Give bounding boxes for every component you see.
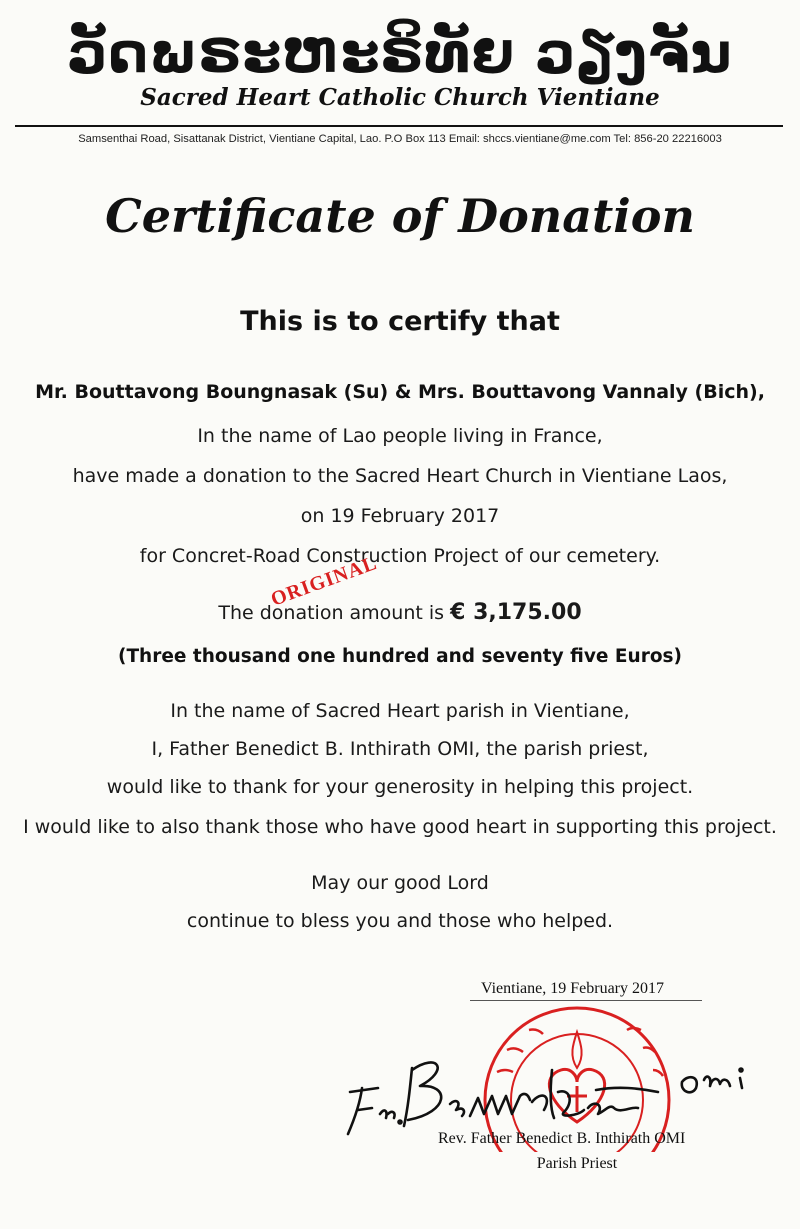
priest-signature-icon xyxy=(338,1030,778,1140)
certificate-title: Certificate of Donation xyxy=(105,189,695,243)
thanks-line-3: would like to thank for your generosity in helping this project. xyxy=(106,776,694,798)
certify-heading: This is to certify that xyxy=(240,306,560,337)
donation-amount-value: € 3,175.00 xyxy=(450,600,582,625)
thanks-line-4: I would like to also thank those who have good heart in supporting this project. xyxy=(23,816,777,838)
body-line-1: In the name of Lao people living in France, xyxy=(197,425,603,447)
church-address: Samsenthai Road, Sisattanak District, Vientiane Capital, Lao. P.O Box 113 Email: shccs.vientiane@me.com Tel: 856-20 22216003 xyxy=(78,133,722,145)
body-line-3: on 19 February 2017 xyxy=(300,505,500,527)
header-divider xyxy=(15,125,783,127)
donation-amount-label: The donation amount is xyxy=(218,602,445,624)
donation-amount-line xyxy=(0,600,800,625)
body-line-2: have made a donation to the Sacred Heart Church in Vientiane Laos, xyxy=(72,465,728,487)
signing-date-place: Vientiane, 19 February 2017 xyxy=(481,980,664,997)
date-underline xyxy=(470,1000,702,1001)
church-name-english: Sacred Heart Catholic Church Vientiane xyxy=(140,84,660,111)
church-name-lao: ວັດພຣະຫະຣິທັຍ ວຽງຈັນ xyxy=(67,21,733,86)
priest-title: Parish Priest xyxy=(536,1155,618,1172)
priest-name: Rev. Father Benedict B. Inthirath OMI xyxy=(438,1130,686,1147)
blessing-line-2: continue to bless you and those who helped. xyxy=(186,910,614,932)
thanks-line-1: In the name of Sacred Heart parish in Vientiane, xyxy=(170,700,630,722)
body-line-4: for Concret-Road Construction Project of our cemetery. xyxy=(139,545,661,567)
original-stamp: ORIGINAL xyxy=(268,551,381,611)
donor-names: Mr. Bouttavong Boungnasak (Su) & Mrs. Bouttavong Vannaly (Bich), xyxy=(35,381,765,403)
thanks-line-2: I, Father Benedict B. Inthirath OMI, the parish priest, xyxy=(151,738,649,760)
blessing-line-1: May our good Lord xyxy=(311,872,489,894)
donation-amount-words: (Three thousand one hundred and seventy five Euros) xyxy=(117,646,682,667)
